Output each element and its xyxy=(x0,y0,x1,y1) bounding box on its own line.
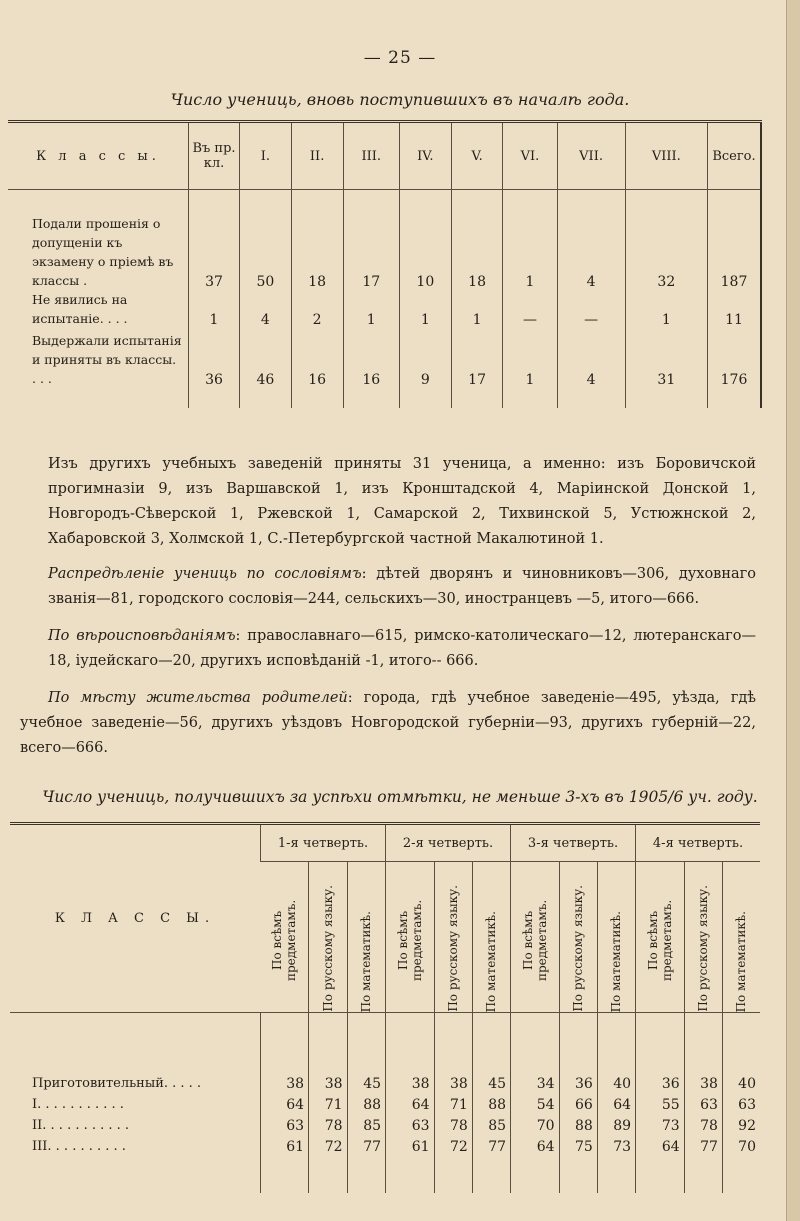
subcol-label: По всѣмъ предметамъ. xyxy=(395,899,424,981)
paragraph-text: : дѣтей дворянъ и чиновниковъ—306, духовнаго званія—81, городского сословія—244, сельскихъ—30, иностранцевъ —5, итого—666. xyxy=(48,566,756,607)
cell: 61 xyxy=(261,1136,309,1157)
cell: 40 xyxy=(722,1013,760,1095)
paragraph-lead: По мѣсту жительства родителей xyxy=(48,690,348,706)
empty-cell xyxy=(386,1157,435,1193)
cell: 1 xyxy=(503,328,557,408)
cell: 1 xyxy=(343,290,399,328)
subcol-header xyxy=(309,862,347,1013)
subcol-header xyxy=(347,862,386,1013)
subcol-label: По всѣмъ предметамъ. xyxy=(645,899,674,981)
cell: 4 xyxy=(557,328,625,408)
cell: 63 xyxy=(684,1094,722,1115)
cell: 64 xyxy=(597,1094,635,1115)
cell: 64 xyxy=(511,1136,560,1157)
row-label: Выдержали испытанія и приняты въ классы. . . . xyxy=(32,333,182,386)
table2-header-row xyxy=(10,824,760,862)
cell: 85 xyxy=(472,1115,510,1136)
cell: 1 xyxy=(503,190,557,291)
row-label: Подали прошенія о допущеніи къ экзамену о пріемѣ въ классы . xyxy=(32,216,174,288)
cell: 70 xyxy=(722,1136,760,1157)
table1-header-col: VI. xyxy=(503,122,557,190)
cell: 16 xyxy=(343,328,399,408)
table-row xyxy=(10,1115,760,1136)
empty-cell xyxy=(636,1157,685,1193)
empty-cell xyxy=(434,1157,472,1193)
table1-header-classes: К л а с с ы. xyxy=(8,122,189,190)
cell: 72 xyxy=(434,1136,472,1157)
cell: 31 xyxy=(625,328,707,408)
paragraph-estates xyxy=(48,562,756,612)
table1-header-prep: Въ пр. кл. xyxy=(189,122,240,190)
cell: 73 xyxy=(597,1136,635,1157)
table-tail-row xyxy=(10,1157,760,1193)
cell: 64 xyxy=(386,1094,435,1115)
cell: 78 xyxy=(309,1115,347,1136)
cell: 18 xyxy=(291,190,343,291)
table1-header-col: II. xyxy=(291,122,343,190)
subcol-label: По русскому языку. xyxy=(320,885,335,1012)
cell: 75 xyxy=(559,1136,597,1157)
cell: 38 xyxy=(309,1013,347,1095)
empty-cell xyxy=(347,1157,386,1193)
cell: 45 xyxy=(472,1013,510,1095)
cell: 34 xyxy=(511,1013,560,1095)
cell: 46 xyxy=(240,328,292,408)
row-label: I. . . . . . . . . . . xyxy=(32,1097,124,1112)
quarter-header: 3-я четверть. xyxy=(511,824,636,862)
subcol-header xyxy=(511,862,560,1013)
table2-caption: Число учениць, получившихъ за успѣхи отмѣтки, не меньше 3-хъ въ 1905/6 уч. году. xyxy=(42,788,758,806)
cell: 36 xyxy=(559,1013,597,1095)
cell: 78 xyxy=(684,1115,722,1136)
subcol-label: По русскому языку. xyxy=(446,885,461,1012)
cell: 72 xyxy=(309,1136,347,1157)
paragraph-residence xyxy=(20,686,756,761)
subcol-label: По математикѣ. xyxy=(734,910,749,1012)
subcol-header xyxy=(472,862,510,1013)
page-edge xyxy=(786,0,800,1221)
cell: 17 xyxy=(451,328,503,408)
quarter-header: 1-я четверть. xyxy=(261,824,386,862)
cell: 71 xyxy=(309,1094,347,1115)
cell-total: 11 xyxy=(708,290,762,328)
empty-cell xyxy=(309,1157,347,1193)
cell: 92 xyxy=(722,1115,760,1136)
grades-table xyxy=(10,822,760,1193)
cell: 63 xyxy=(722,1094,760,1115)
subcol-label: По русскому языку. xyxy=(571,885,586,1012)
cell: 1 xyxy=(399,290,451,328)
cell: 70 xyxy=(511,1115,560,1136)
cell: 77 xyxy=(347,1136,386,1157)
empty-cell xyxy=(261,1157,309,1193)
empty-cell xyxy=(511,1157,560,1193)
paragraph-lead: Распредѣленіе учениць по сословіямъ xyxy=(48,566,362,582)
cell: 50 xyxy=(240,190,292,291)
table1-header-col: III. xyxy=(343,122,399,190)
cell: 17 xyxy=(343,190,399,291)
cell: 37 xyxy=(189,190,240,291)
table1-header-col: I. xyxy=(240,122,292,190)
quarter-header: 2-я четверть. xyxy=(386,824,511,862)
empty-cell xyxy=(597,1157,635,1193)
cell: 2 xyxy=(291,290,343,328)
subcol-header xyxy=(434,862,472,1013)
paragraph-text: : православнаго—615, римско-католическаго—12, лютеранскаго—18, іудейскаго—20, другихъ исповѣданій -1, итого-- 666. xyxy=(48,628,756,669)
cell: 64 xyxy=(261,1094,309,1115)
table-row xyxy=(8,190,761,291)
empty-cell xyxy=(472,1157,510,1193)
cell: 10 xyxy=(399,190,451,291)
subcol-header xyxy=(722,862,760,1013)
cell: 38 xyxy=(386,1013,435,1095)
paragraph-religion xyxy=(48,624,756,674)
cell: 61 xyxy=(386,1136,435,1157)
cell: 36 xyxy=(636,1013,685,1095)
cell: 88 xyxy=(347,1094,386,1115)
table-row xyxy=(10,1136,760,1157)
cell: 88 xyxy=(559,1115,597,1136)
table1-header-col: VII. xyxy=(557,122,625,190)
cell: 88 xyxy=(472,1094,510,1115)
cell: 32 xyxy=(625,190,707,291)
table-row xyxy=(10,1013,760,1095)
cell: 40 xyxy=(597,1013,635,1095)
cell: 73 xyxy=(636,1115,685,1136)
cell: 77 xyxy=(472,1136,510,1157)
cell: 78 xyxy=(434,1115,472,1136)
cell: 4 xyxy=(557,190,625,291)
subcol-label: По всѣмъ предметамъ. xyxy=(270,899,299,981)
cell: 63 xyxy=(261,1115,309,1136)
quarter-header: 4-я четверть. xyxy=(636,824,760,862)
subcol-label: По математикѣ. xyxy=(359,910,374,1012)
row-label: Не явились на испытаніе. . . . xyxy=(32,292,128,326)
paragraph-text: : города, гдѣ учебное заведеніе—495, уѣзда, гдѣ учебное заведеніе—56, другихъ уѣздовъ Новгородской губерніи—93, другихъ губерній—22, всего—666. xyxy=(20,690,757,756)
row-label: Приготовительный. . . . . xyxy=(32,1076,202,1091)
cell: 89 xyxy=(597,1115,635,1136)
row-label: III. . . . . . . . . . xyxy=(32,1139,126,1154)
cell: 64 xyxy=(636,1136,685,1157)
table1-header-col: VIII. xyxy=(625,122,707,190)
empty-cell xyxy=(10,1157,261,1193)
subcol-header xyxy=(386,862,435,1013)
cell: 45 xyxy=(347,1013,386,1095)
cell: 1 xyxy=(625,290,707,328)
cell: 36 xyxy=(189,328,240,408)
paragraph-transfers: Изъ другихъ учебныхъ заведеній приняты 31 ученица, а именно: изъ Боровичской прогимназіи 9, изъ Варшавской 1, изъ Кронштадской 4, Маріинской Донской 1, Новгородъ-Сѣверской 1, Ржевской 1, Самарской 2, Тихвинской 5, Устюжнской 2, Хабаровской 3, Холмской 1, С.-Петербургской частной Макалютиной 1. xyxy=(48,456,756,547)
subcol-header xyxy=(684,862,722,1013)
subcol-header xyxy=(597,862,635,1013)
subcol-label: По русскому языку. xyxy=(696,885,711,1012)
table-row xyxy=(10,1094,760,1115)
admissions-table xyxy=(8,120,762,408)
cell: 1 xyxy=(189,290,240,328)
table1-header-total: Всего. xyxy=(708,122,762,190)
page-number: — 25 — xyxy=(363,48,437,68)
cell: 38 xyxy=(684,1013,722,1095)
row-label: II. . . . . . . . . . . xyxy=(32,1118,130,1133)
subcol-label: По математикѣ. xyxy=(484,910,499,1012)
cell: 55 xyxy=(636,1094,685,1115)
cell: 38 xyxy=(261,1013,309,1095)
subcol-label: По всѣмъ предметамъ. xyxy=(520,899,549,981)
table-row xyxy=(8,328,761,408)
cell: 71 xyxy=(434,1094,472,1115)
subcol-header xyxy=(559,862,597,1013)
empty-cell xyxy=(722,1157,760,1193)
empty-cell xyxy=(684,1157,722,1193)
table1-header-col: IV. xyxy=(399,122,451,190)
paragraph-lead: По вѣроисповѣданіямъ xyxy=(48,628,236,644)
cell: 54 xyxy=(511,1094,560,1115)
table1-header-row xyxy=(8,122,761,190)
table1-header-col: V. xyxy=(451,122,503,190)
cell: 16 xyxy=(291,328,343,408)
cell: — xyxy=(503,290,557,328)
cell: 85 xyxy=(347,1115,386,1136)
cell: 77 xyxy=(684,1136,722,1157)
cell: 4 xyxy=(240,290,292,328)
table2-header-classes: К Л А С С Ы. xyxy=(10,824,261,1013)
cell: — xyxy=(557,290,625,328)
empty-cell xyxy=(559,1157,597,1193)
cell-total: 187 xyxy=(708,190,762,291)
subcol-label: По математикѣ. xyxy=(609,910,624,1012)
cell: 9 xyxy=(399,328,451,408)
cell: 38 xyxy=(434,1013,472,1095)
subcol-header xyxy=(636,862,685,1013)
cell-total: 176 xyxy=(708,328,762,408)
cell: 18 xyxy=(451,190,503,291)
cell: 66 xyxy=(559,1094,597,1115)
cell: 63 xyxy=(386,1115,435,1136)
table-row xyxy=(8,290,761,328)
subcol-header xyxy=(261,862,309,1013)
cell: 1 xyxy=(451,290,503,328)
table1-caption: Число учениць, вновь поступившихъ въ началѣ года. xyxy=(170,90,630,109)
